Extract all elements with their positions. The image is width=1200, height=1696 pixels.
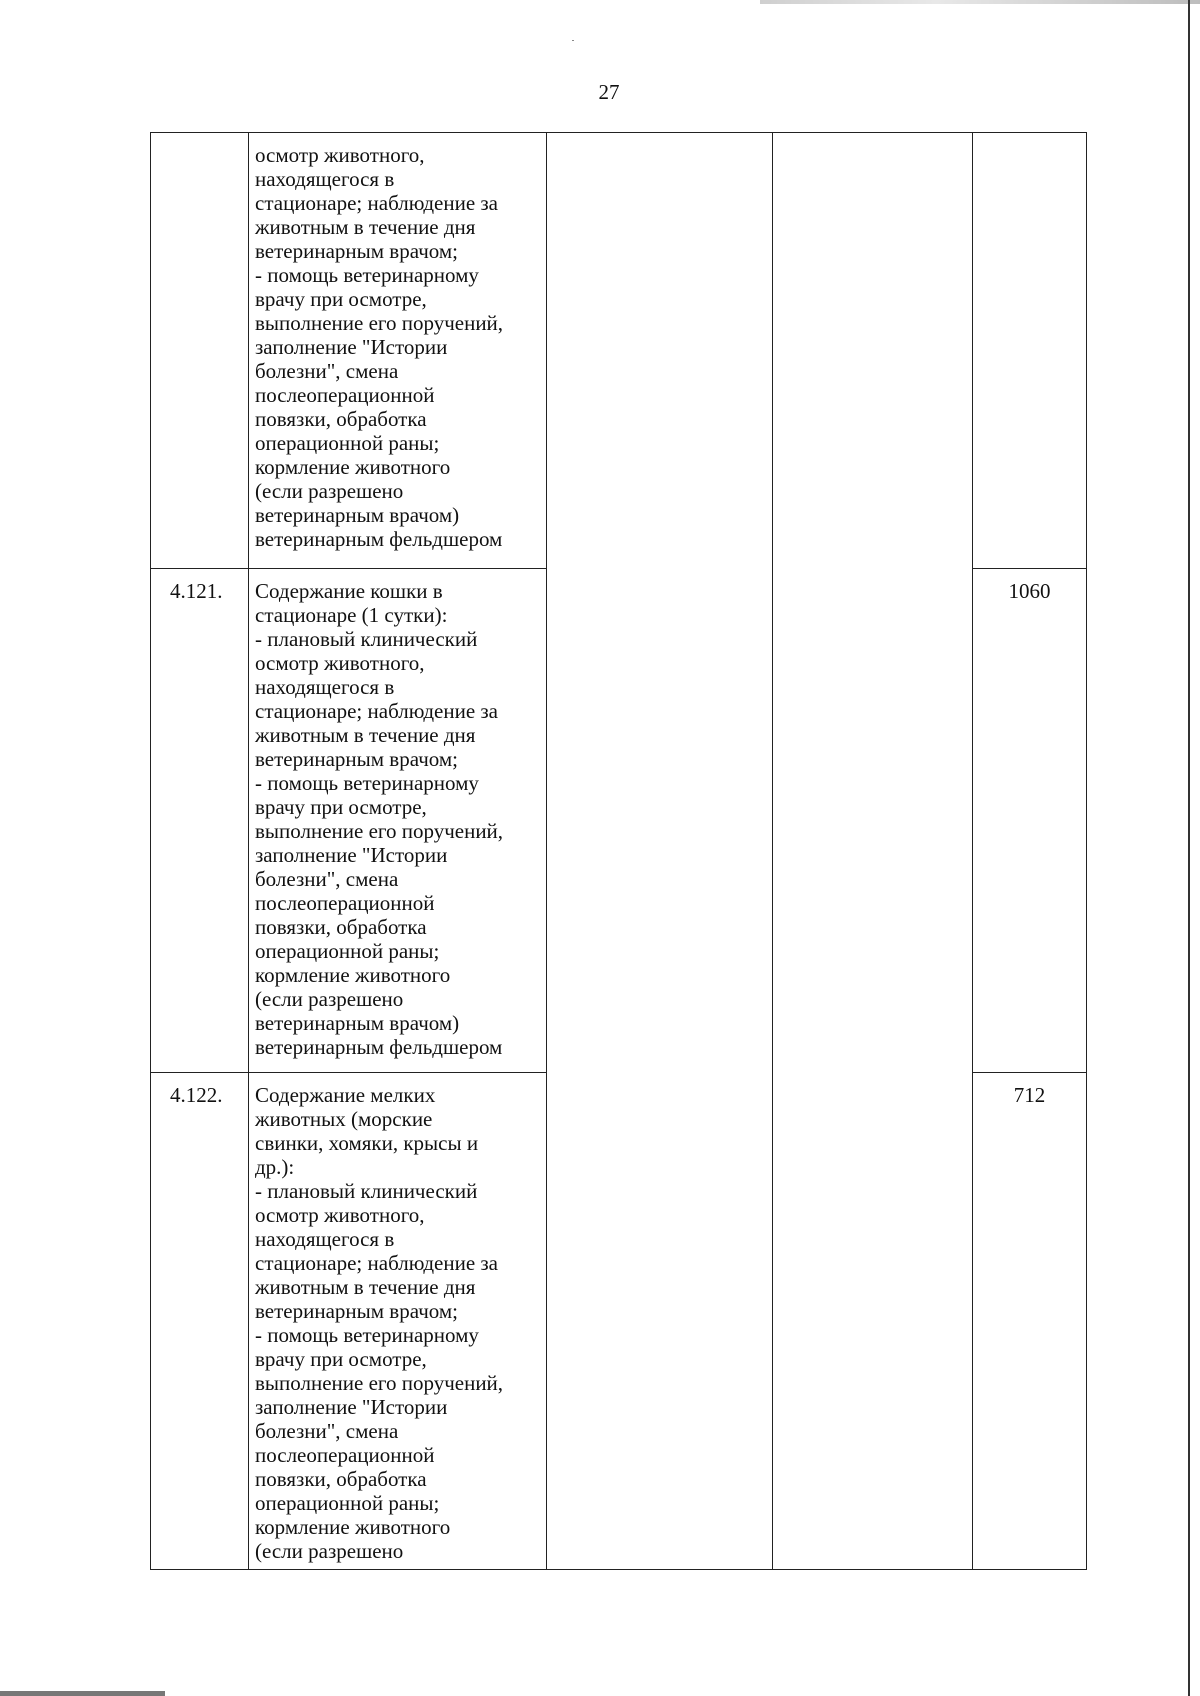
empty-column-cell bbox=[773, 133, 973, 1570]
empty-column-cell bbox=[547, 133, 773, 1570]
table-row bbox=[151, 133, 1087, 569]
scan-speck bbox=[572, 40, 574, 41]
page-number: 27 bbox=[598, 80, 620, 104]
tariff-table bbox=[150, 132, 1087, 1570]
service-price-cell: 712 bbox=[973, 1073, 1087, 1570]
scan-right-edge bbox=[1188, 0, 1190, 1696]
scan-top-edge bbox=[760, 0, 1200, 4]
service-description-cell: Содержание кошки в стационаре (1 сутки): - плановый клинический осмотр животного, находящегося в стационаре; наблюдение за животным в течение дня ветеринарным врачом; - помощь ветеринарному врачу при осмотре, выполнение его поручений, заполнение "Истории болезни", смена послеоперационной повязки, обработка операционной раны; кормление животного (если разрешено ветеринарным врачом) ветеринарным фельдшером bbox=[249, 569, 547, 1073]
service-code-cell: 4.122. bbox=[151, 1073, 249, 1570]
service-price-cell: 1060 bbox=[973, 569, 1087, 1073]
service-code-cell: 4.121. bbox=[151, 569, 249, 1073]
service-code-cell bbox=[151, 133, 249, 569]
service-description-cell: Содержание мелких животных (морские свинки, хомяки, крысы и др.): - плановый клинический осмотр животного, находящегося в стационаре; наблюдение за животным в течение дня ветеринарным врачом; - помощь ветеринарному врачу при осмотре, выполнение его поручений, заполнение "Истории болезни", смена послеоперационной повязки, обработка операционной раны; кормление животного (если разрешено bbox=[249, 1073, 547, 1570]
service-description-cell: осмотр животного, находящегося в стационаре; наблюдение за животным в течение дня ветеринарным врачом; - помощь ветеринарному врачу при осмотре, выполнение его поручений, заполнение "Истории болезни", смена послеоперационной повязки, обработка операционной раны; кормление животного (если разрешено ветеринарным врачом) ветеринарным фельдшером bbox=[249, 133, 547, 569]
service-price-cell bbox=[973, 133, 1087, 569]
scan-bottom-edge bbox=[0, 1691, 165, 1696]
